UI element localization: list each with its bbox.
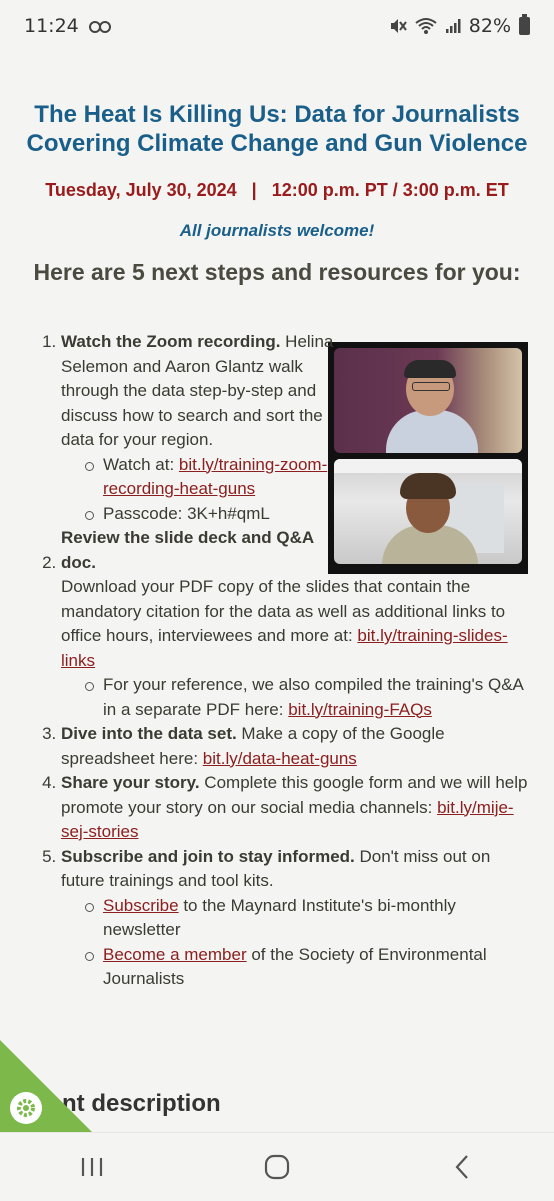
step-text: Download your PDF copy of the slides that contain the mandatory citation for the data as well as additional links to office hours, interviewees and more at: [61, 577, 506, 645]
sub-item-text: to the Maynard Institute's bi-monthly newsletter [103, 895, 456, 939]
step-text: Make a copy of the Google spreadsheet here: [61, 724, 445, 768]
step-text: Helina Selemon and Aaron Glantz walk through the data step-by-step and discuss how to search and sort the data for your region. [61, 332, 334, 449]
step-item [61, 526, 532, 722]
back-button[interactable] [432, 1147, 492, 1187]
status-bar [0, 0, 554, 52]
sub-item [83, 502, 337, 527]
step-title: Watch the Zoom recording. [61, 332, 281, 351]
slides-link[interactable]: bit.ly/training-slides-links [61, 626, 508, 670]
steps-list [0, 330, 554, 992]
sub-item [83, 894, 532, 943]
accessibility-gear-icon[interactable] [10, 1092, 42, 1124]
sub-item [83, 453, 337, 502]
step-item [61, 845, 532, 992]
stories-link[interactable]: bit.ly/mije-sej-stories [61, 797, 514, 841]
sub-item [83, 673, 532, 722]
recent-apps-button[interactable] [62, 1147, 122, 1187]
steps-heading: Here are 5 next steps and resources for you: [33, 259, 521, 285]
become-member-link[interactable]: Become a member [103, 944, 247, 964]
faqs-link[interactable]: bit.ly/training-FAQs [288, 699, 432, 719]
step-title: Share your story. [61, 773, 200, 792]
event-header [0, 100, 554, 286]
wifi-icon [415, 17, 437, 35]
event-date: Tuesday, July 30, 2024 | 12:00 p.m. PT / 3:00 p.m. ET [45, 180, 509, 200]
step-item [61, 330, 532, 526]
status-time: 11:24 [24, 15, 79, 37]
step-title: Review the slide deck and Q&A doc. [61, 528, 314, 572]
step-item [61, 722, 532, 771]
sub-item-text: For your reference, we also compiled the training's Q&A in a separate PDF here: [103, 675, 523, 719]
welcome-text: All journalists welcome! [179, 221, 375, 240]
step-item [61, 771, 532, 845]
battery-percent: 82% [468, 15, 511, 37]
home-button[interactable] [247, 1147, 307, 1187]
sub-item [83, 943, 532, 992]
step-text: Don't miss out on future trainings and tool kits. [61, 846, 491, 890]
sub-item-text: Watch at: [103, 454, 179, 474]
mute-icon [387, 16, 407, 36]
recent-apps-icon [79, 1156, 105, 1178]
passcode-text: Passcode: 3K+h#qmL [103, 503, 270, 523]
subscribe-link[interactable]: Subscribe [103, 895, 179, 915]
home-icon [264, 1154, 290, 1180]
event-title [20, 100, 534, 158]
signal-icon [445, 18, 461, 34]
battery-icon [519, 17, 530, 35]
voicemail-icon [89, 20, 111, 32]
event-title-line1: The Heat Is Killing Us: Data for Journalists [34, 101, 520, 128]
system-nav-bar [0, 1132, 554, 1201]
step-text: Complete this google form and we will help promote your story on our social media channels: [61, 773, 528, 817]
event-description-heading: nt description [62, 1090, 221, 1117]
event-title-line2: Covering Climate Change and Gun Violence [26, 130, 528, 157]
data-set-link[interactable]: bit.ly/data-heat-guns [202, 748, 357, 768]
step-title: Subscribe and join to stay informed. [61, 846, 355, 866]
sub-item-text: of the Society of Environmental Journalists [103, 944, 487, 988]
step-title: Dive into the data set. [61, 724, 237, 743]
back-icon [452, 1154, 472, 1180]
zoom-recording-link[interactable]: bit.ly/training-zoom-recording-heat-guns [103, 454, 328, 498]
